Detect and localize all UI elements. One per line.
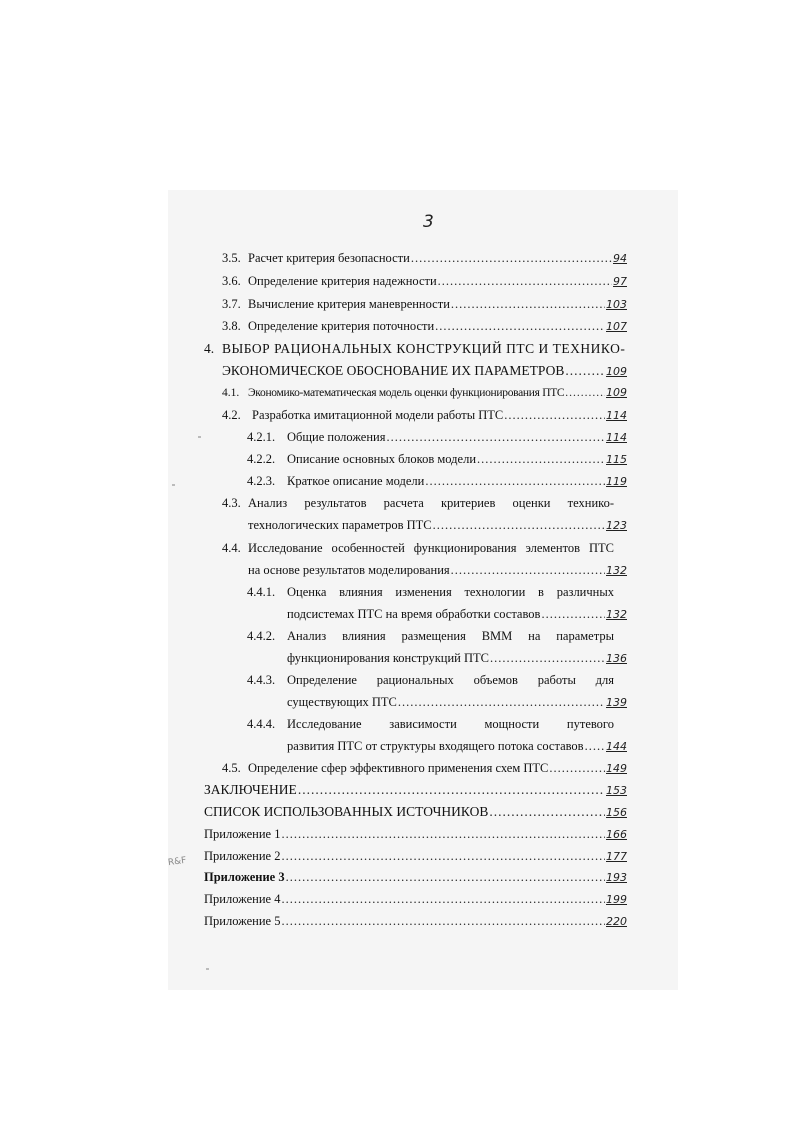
toc-entry-cont [287,606,627,623]
scan-speck [198,436,201,438]
toc-entry-number-442 [247,628,275,644]
toc-entry-page: 156 [606,806,627,819]
toc-entry-chapter-cont [222,363,627,380]
toc-entry-title-line2: развития ПТС от структуры входящего потока составов [287,739,584,753]
toc-entry-title-line2: функционирования конструкций ПТС [287,651,489,665]
toc-entry-title: Вычисление критерия маневренности [248,297,450,311]
toc-entry-number: 4.4.3. [247,673,276,687]
toc-entry-chapter [204,341,624,357]
toc-entry-title-line2: подсистемах ПТС на время обработки составов [287,607,541,621]
toc-entry-title: Приложение 3 [204,870,285,884]
leader-dots [438,273,612,289]
toc-entry-title: Приложение 5 [204,914,281,928]
toc-entry-number-44 [222,540,241,556]
toc-entry [222,250,627,267]
toc-entry [222,385,627,401]
toc-entry-page: 115 [606,453,627,466]
toc-entry-title: Расчет критерия безопасности [248,251,410,265]
leader-dots [477,451,605,467]
toc-entry-title: Краткое описание модели [287,474,425,488]
toc-entry-appendix [204,913,627,930]
toc-entry-cont [287,738,627,755]
toc-entry-title: Общие положения [287,430,386,444]
toc-entry-page: 136 [606,652,627,665]
toc-entry-title: Приложение 1 [204,827,281,841]
toc-entry-title-line1: Исследование особенностей функционирования элементов ПТС [248,541,614,555]
toc-entry-page: 199 [606,893,627,906]
toc-entry-conclusion [204,782,627,799]
toc-entry-number: 4.4. [222,541,241,555]
toc-entry-number: 3.7. [222,297,241,311]
toc-entry-title: Приложение 4 [204,892,281,906]
toc-entry-appendix [204,891,627,908]
toc-entry-references [204,804,627,821]
toc-entry-page: 109 [606,386,627,399]
toc-entry-page: 144 [606,740,627,753]
toc-entry-title: Определение критерия надежности [248,274,437,288]
toc-entry-appendix [204,826,627,843]
leader-dots [281,891,605,907]
toc-entry-title-line1: Исследование зависимости мощности путевого [287,717,614,731]
toc-entry [247,429,627,446]
toc-entry-appendix [204,848,627,865]
toc-entry-title-line1: ВЫБОР РАЦИОНАЛЬНЫХ КОНСТРУКЦИЙ ПТС И ТЕХНИКО- [222,341,626,356]
toc-entry-title: Описание основных блоков модели [287,452,477,466]
toc-entry-number: 3.6. [222,274,241,288]
leader-dots [281,848,605,864]
leader-dots [425,473,605,489]
leader-dots [490,650,605,666]
toc-entry-page: 119 [606,475,627,488]
toc-entry-page: 114 [606,409,627,422]
toc-entry-number: 4.2.2. [247,452,276,466]
toc-entry-title-line1: Анализ результатов расчета критериев оценки технико- [248,496,614,510]
toc-entry-page: 94 [613,252,627,265]
leader-dots [565,385,605,401]
leader-dots [411,250,612,266]
toc-entry-number: 4.2. [222,408,241,422]
toc-entry-page: 149 [606,762,627,775]
toc-entry-title-line2: ЭКОНОМИЧЕСКОЕ ОБОСНОВАНИЕ ИХ ПАРАМЕТРОВ [222,363,565,378]
toc-entry-title-line2: технологических параметров ПТС [248,518,432,532]
toc-entry-title: Определение критерия поточности [248,319,435,333]
toc-entry-number-43 [222,495,241,511]
toc-entry-number: 4.2.1. [247,430,276,444]
toc-entry-page: 114 [606,431,627,444]
toc-entry-page: 139 [606,696,627,709]
toc-entry-number-444 [247,716,275,732]
toc-entry-number-443 [247,672,275,688]
leader-dots [451,296,605,312]
toc-entry-title: Определение сфер эффективного применения схем ПТС [248,761,549,775]
toc-entry-page: 166 [606,828,627,841]
toc-entry-cont [287,650,627,667]
toc-entry-page: 132 [606,608,627,621]
toc-entry-appendix [204,869,627,886]
leader-dots [281,913,605,929]
toc-entry-title-line2: на основе результатов моделирования [248,563,450,577]
toc-entry [222,273,627,290]
leader-dots [435,318,605,334]
toc-entry [222,760,627,777]
leader-dots [298,782,605,798]
toc-entry-title: Экономико-математическая модель оценки функционирования ПТС [248,387,565,399]
toc-entry-number: 3.8. [222,319,241,333]
leader-dots [549,760,605,776]
toc-entry-page: 193 [606,871,627,884]
toc-entry [247,473,627,490]
toc-entry-title-line2: существующих ПТС [287,695,397,709]
toc-entry-number: 4.1. [222,387,240,399]
scan-speck [206,968,209,970]
leader-dots [565,363,605,379]
leader-dots [585,738,605,754]
toc-entry-number: 4.4.1. [247,585,276,599]
leader-dots [281,826,605,842]
toc-entry-cont [248,517,627,534]
leader-dots [433,517,605,533]
leader-dots [386,429,605,445]
toc-entry-number: 4.4.2. [247,629,276,643]
toc-entry-page: 109 [606,365,627,378]
scan-stamp-mark: R&F [167,855,188,869]
leader-dots [489,804,605,820]
toc-entry-page: 107 [606,320,627,333]
page-number: 3 [423,212,434,232]
toc-entry-title: СПИСОК ИСПОЛЬЗОВАННЫХ ИСТОЧНИКОВ [204,804,489,819]
toc-entry-page: 103 [606,298,627,311]
leader-dots [541,606,605,622]
toc-entry-page: 153 [606,784,627,797]
toc-entry-page: 97 [613,275,627,288]
toc-entry [222,318,627,335]
leader-dots [504,407,605,423]
toc-entry-title-line1: Анализ влияния размещения ВММ на параметры [287,629,614,643]
leader-dots [451,562,605,578]
toc-entry-page: 220 [606,915,627,928]
leader-dots [286,869,605,885]
leader-dots [398,694,605,710]
toc-entry-number: 4. [204,341,215,356]
toc-entry [247,451,627,468]
toc-entry-number: 3.5. [222,251,241,265]
toc-entry-title-line1: Определение рациональных объемов работы для [287,673,614,687]
scan-speck [172,484,175,486]
toc-entry-number: 4.3. [222,496,241,510]
toc-entry-number: 4.4.4. [247,717,276,731]
toc-entry-title: Приложение 2 [204,849,281,863]
toc-entry-page: 123 [606,519,627,532]
toc-entry-page: 132 [606,564,627,577]
toc-entry [222,407,627,424]
toc-entry-number: 4.5. [222,761,241,775]
toc-entry-page: 177 [606,850,627,863]
toc-entry-cont [248,562,627,579]
toc-entry-title: Разработка имитационной модели работы ПТС [252,408,504,422]
toc-entry-title: ЗАКЛЮЧЕНИЕ [204,782,297,797]
toc-entry [222,296,627,313]
toc-entry-cont [287,694,627,711]
toc-entry-number-441 [247,584,275,600]
toc-entry-number: 4.2.3. [247,474,276,488]
toc-entry-title-line1: Оценка влияния изменения технологии в различных [287,585,614,599]
